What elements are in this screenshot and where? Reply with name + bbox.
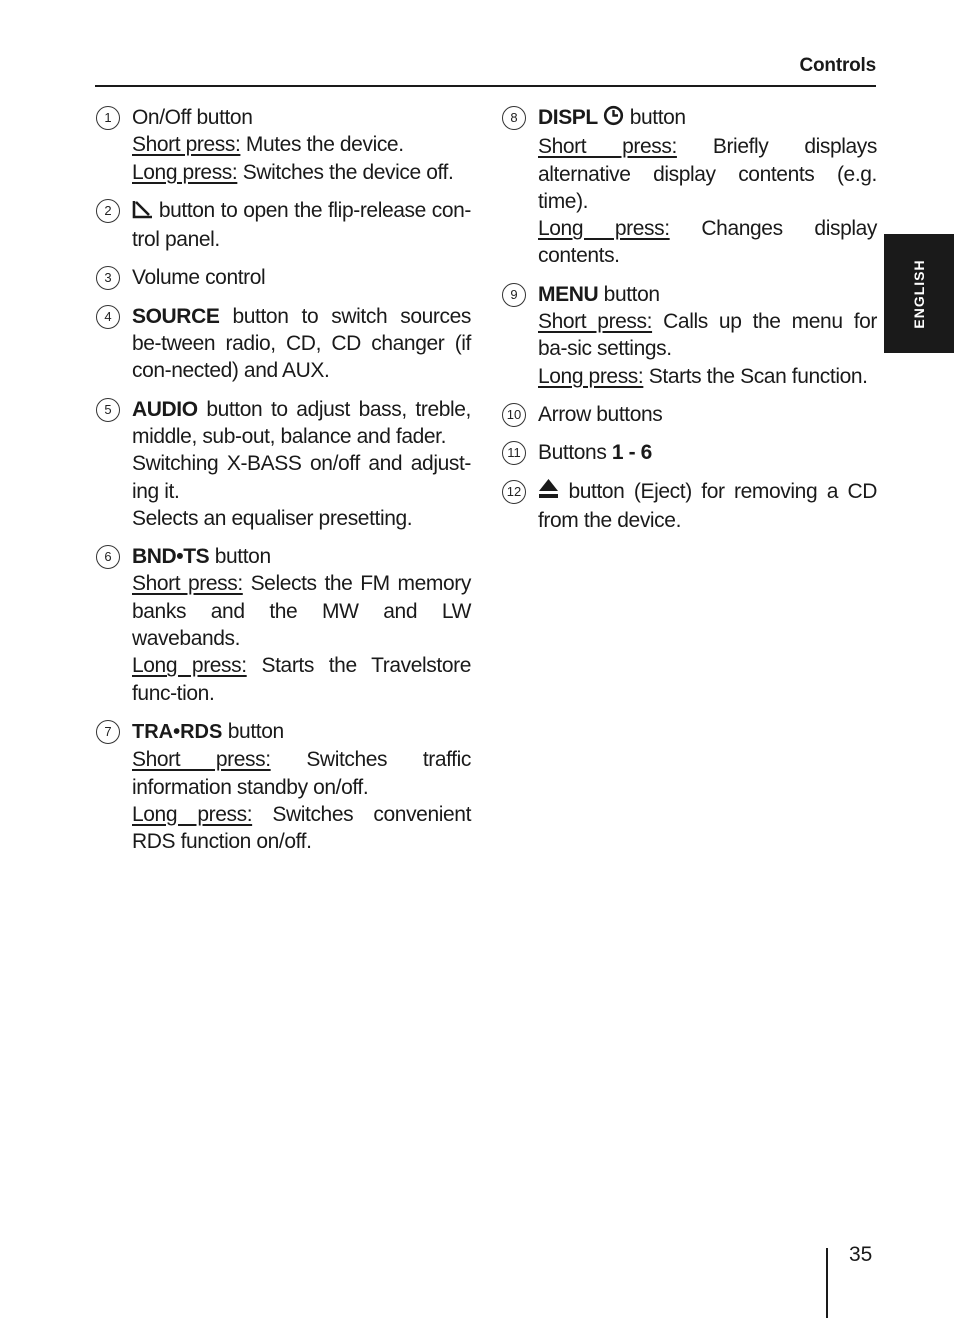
right-column — [502, 104, 877, 545]
eject-icon — [538, 478, 559, 507]
running-header: Controls — [799, 55, 876, 76]
control-item-11 — [502, 439, 877, 466]
button-name: 1 - 6 — [611, 441, 652, 465]
control-item-8 — [502, 104, 877, 270]
long-press-line — [132, 159, 471, 186]
header-rule — [95, 85, 876, 87]
short-press-text: Selects the FM memory banks and the MW and LW wavebands. — [132, 572, 471, 651]
short-press-label: Short press: — [538, 310, 653, 334]
item-number: 3 — [96, 266, 120, 290]
short-press-line — [132, 746, 471, 801]
item-description: Volume control — [132, 266, 266, 290]
item-number: 2 — [96, 199, 120, 223]
item-number: 1 — [96, 106, 120, 130]
item-number: 12 — [502, 480, 526, 504]
short-press-line — [538, 308, 877, 363]
item-title: DISPL button — [538, 104, 877, 133]
item-number: 11 — [502, 441, 526, 465]
language-tab — [884, 234, 954, 353]
short-press-text: Briefly displays alternative display contents (e.g. time). — [538, 135, 877, 213]
short-press-line — [132, 131, 471, 158]
long-press-label: Long press: — [538, 217, 670, 241]
item-title: BND•TS button — [132, 545, 271, 569]
long-press-line — [538, 215, 877, 270]
short-press-text: Calls up the menu for ba-sic settings. — [538, 310, 877, 361]
button-name: SOURCE — [132, 304, 220, 328]
left-column — [96, 104, 471, 866]
control-item-5 — [96, 396, 471, 532]
item-number: 4 — [96, 305, 120, 329]
language-label: ENGLISH — [911, 258, 927, 329]
footer-rule — [826, 1248, 828, 1318]
button-name: TRA•RDS — [132, 720, 223, 743]
clock-icon — [603, 105, 624, 133]
control-item-9 — [502, 281, 877, 390]
short-press-label: Short press: — [132, 133, 241, 157]
page-number: 35 — [849, 1243, 873, 1266]
short-press-label: Short press: — [538, 135, 677, 159]
button-name: AUDIO — [132, 397, 198, 421]
long-press-text: Starts the Scan function. — [643, 364, 868, 388]
short-press-label: Short press: — [132, 572, 243, 596]
long-press-label: Long press: — [132, 654, 247, 678]
item-number: 8 — [502, 106, 526, 130]
item-description: button (Eject) for removing a CD from the device. — [538, 479, 877, 532]
short-press-line — [132, 570, 471, 652]
flip-release-icon — [132, 199, 153, 226]
item-number: 10 — [502, 403, 526, 427]
button-name: MENU — [538, 282, 599, 306]
item-title: MENU button — [538, 282, 660, 306]
item-description: button to open the flip-release con-trol panel. — [132, 198, 471, 252]
item-extra: Selects an equaliser presetting. — [132, 506, 413, 530]
control-item-7 — [96, 718, 471, 855]
item-title: On/Off button — [132, 106, 253, 129]
item-description: SOURCE button to switch sources be-tween radio, CD, CD changer (if con-nected) and AUX. — [132, 304, 471, 383]
item-description: Buttons 1 - 6 — [538, 441, 652, 465]
long-press-line — [132, 652, 471, 707]
button-name: DISPL — [538, 106, 598, 129]
item-description: AUDIO button to adjust bass, treble, middle, sub-out, balance and fader. — [132, 397, 471, 448]
long-press-label: Long press: — [132, 160, 238, 184]
control-item-10 — [502, 401, 877, 428]
short-press-text: Mutes the device. — [240, 133, 404, 157]
item-number: 6 — [96, 545, 120, 569]
item-number: 5 — [96, 398, 120, 422]
long-press-line — [538, 363, 877, 390]
long-press-line — [132, 801, 471, 856]
long-press-text: Changes display contents. — [538, 217, 877, 268]
long-press-text: Starts the Travelstore func-tion. — [132, 654, 471, 705]
short-press-text: Switches traffic information standby on/off. — [132, 748, 471, 799]
control-item-3 — [96, 264, 471, 291]
control-item-2 — [96, 197, 471, 254]
long-press-label: Long press: — [132, 802, 253, 826]
short-press-line — [538, 133, 877, 215]
item-number: 9 — [502, 283, 526, 307]
long-press-label: Long press: — [538, 364, 644, 388]
short-press-label: Short press: — [132, 748, 271, 772]
item-description: Arrow buttons — [538, 402, 663, 426]
long-press-text: Switches convenient RDS function on/off. — [132, 802, 471, 854]
control-item-6 — [96, 543, 471, 707]
button-name: BND•TS — [132, 545, 210, 569]
item-title: TRA•RDS button — [132, 719, 284, 743]
control-item-4 — [96, 303, 471, 385]
control-item-1 — [96, 104, 471, 186]
item-extra: Switching X-BASS on/off and adjust-ing it. — [132, 452, 471, 503]
long-press-text: Switches the device off. — [237, 160, 454, 184]
control-item-12 — [502, 478, 877, 535]
item-number: 7 — [96, 720, 120, 744]
